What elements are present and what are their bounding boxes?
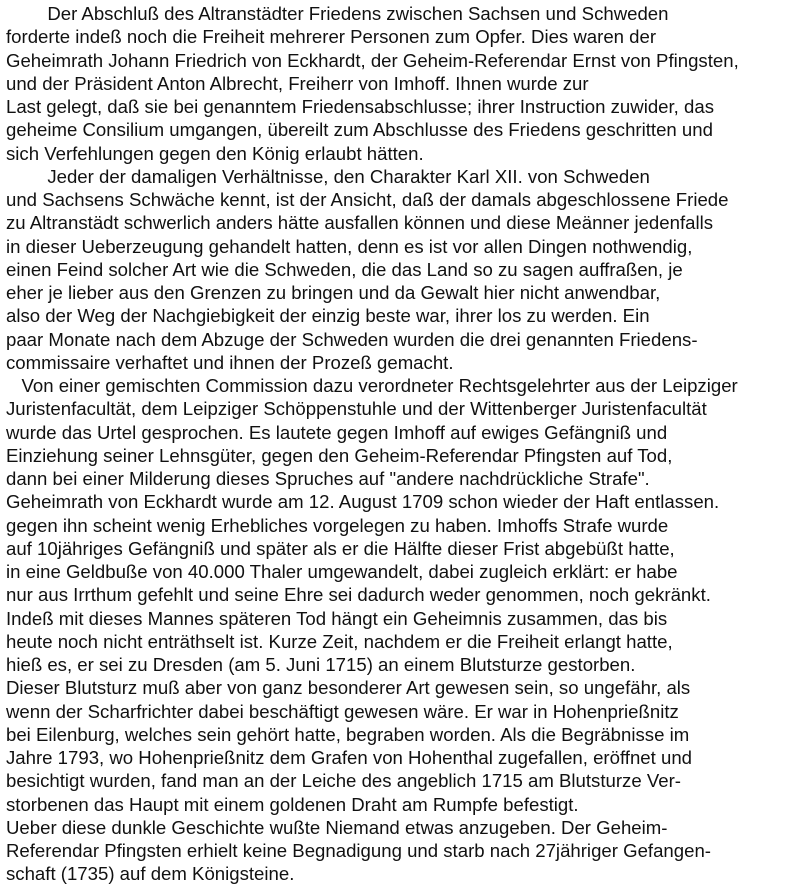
text-line: und Sachsens Schwäche kennt, ist der Ansicht, daß der damals abgeschlossene Friede <box>6 189 729 210</box>
text-line: Juristenfacultät, dem Leipziger Schöppenstuhle und der Wittenberger Juristenfacultät <box>6 398 707 420</box>
text-line: forderte indeß noch die Freiheit mehrerer Personen zum Opfer. Dies waren der <box>6 26 657 48</box>
text-line: Ueber diese dunkle Geschichte wußte Niemand etwas anzugeben. Der Geheim- <box>6 816 668 838</box>
text-line: besichtigt wurden, fand man an der Leiche des angeblich 1715 am Blutsturze Ver- <box>6 770 681 792</box>
text-line: wurde das Urtel gesprochen. Es lautete gegen Imhoff auf ewiges Gefängniß und <box>6 421 668 443</box>
text-line: Einziehung seiner Lehnsgüter, gegen den Geheim-Referendar Pfingsten auf Tod, <box>6 444 673 466</box>
text-line: bei Eilenburg, welches sein gehört hatte, begraben worden. Als die Begräbnisse im <box>6 723 690 745</box>
text-line: in eine Geldbuße von 40.000 Thaler umgewandelt, dabei zugleich erklärt: er habe <box>6 561 678 582</box>
text-line: storbenen das Haupt mit einem goldenen Draht am Rumpfe befestigt. <box>6 793 579 815</box>
text-line: in dieser Ueberzeugung gehandelt hatten, denn es ist vor allen Dingen nothwendig, <box>6 235 693 257</box>
text-line: Geheimrath Johann Friedrich von Eckhardt, der Geheim-Referendar Ernst von Pfingsten, <box>6 49 739 71</box>
text-line: Jahre 1793, wo Hohenprießnitz dem Grafen von Hohenthal zugefallen, eröffnet und <box>6 747 692 768</box>
text-line: Dieser Blutsturz muß aber von ganz besonderer Art gewesen sein, so ungefähr, als <box>6 677 691 699</box>
text-line: Referendar Pfingsten erhielt keine Begnadigung und starb nach 27jähriger Gefangen- <box>6 840 711 861</box>
text-line: heute noch nicht enträthselt ist. Kurze Zeit, nachdem er die Freiheit erlangt hatte, <box>6 630 673 652</box>
text-line: Indeß mit dieses Mannes späteren Tod hängt ein Geheimnis zusammen, das bis <box>6 607 668 629</box>
text-line: Last gelegt, daß sie bei genanntem Friedensabschlusse; ihrer Instruction zuwider, das <box>6 96 714 117</box>
text-line: sich Verfehlungen gegen den König erlaubt hätten. <box>6 142 424 164</box>
text-line: geheime Consilium umgangen, übereilt zum Abschlusse des Friedens geschritten und <box>6 119 713 141</box>
text-line: commissaire verhaftet und ihnen der Prozeß gemacht. <box>6 351 454 373</box>
text-line: Jeder der damaligen Verhältnisse, den Charakter Karl XII. von Schweden <box>6 165 650 187</box>
text-line: wenn der Scharfrichter dabei beschäftigt gewesen wäre. Er war in Hohenprießnitz <box>6 700 679 722</box>
text-line: nur aus Irrthum gefehlt und seine Ehre sei dadurch weder genommen, noch gekränkt. <box>6 584 711 606</box>
text-line: hieß es, er sei zu Dresden (am 5. Juni 1715) an einem Blutsturze gestorben. <box>6 654 636 675</box>
text-line: Geheimrath von Eckhardt wurde am 12. August 1709 schon wieder der Haft entlassen. <box>6 491 720 513</box>
text-line: schaft (1735) auf dem Königsteine. <box>6 863 295 885</box>
text-line: Der Abschluß des Altranstädter Friedens zwischen Sachsen und Schweden <box>6 3 669 24</box>
text-line: einen Feind solcher Art wie die Schweden, die das Land so zu sagen auffraßen, je <box>6 258 683 280</box>
text-line: dann bei einer Milderung dieses Spruches auf "andere nachdrückliche Strafe". <box>6 468 650 489</box>
text-line: also der Weg der Nachgiebigkeit der einzig beste war, ihrer los zu werden. Ein <box>6 305 650 327</box>
text-line: paar Monate nach dem Abzuge der Schweden wurden die drei genannten Friedens- <box>6 328 698 350</box>
text-line: zu Altranstädt schwerlich anders hätte ausfallen können und diese Meänner jedenfalls <box>6 212 714 234</box>
text-line: auf 10jähriges Gefängniß und später als er die Hälfte dieser Frist abgebüßt hatte, <box>6 537 675 559</box>
text-line: und der Präsident Anton Albrecht, Freiherr von Imhoff. Ihnen wurde zur <box>6 72 589 94</box>
text-line: gegen ihn scheint wenig Erhebliches vorgelegen zu haben. Imhoffs Strafe wurde <box>6 514 669 536</box>
text-line: eher je lieber aus den Grenzen zu bringen und da Gewalt hier nicht anwendbar, <box>6 282 661 303</box>
document-page <box>6 2 796 886</box>
text-line: Von einer gemischten Commission dazu verordneter Rechtsgelehrter aus der Leipziger <box>6 375 738 396</box>
